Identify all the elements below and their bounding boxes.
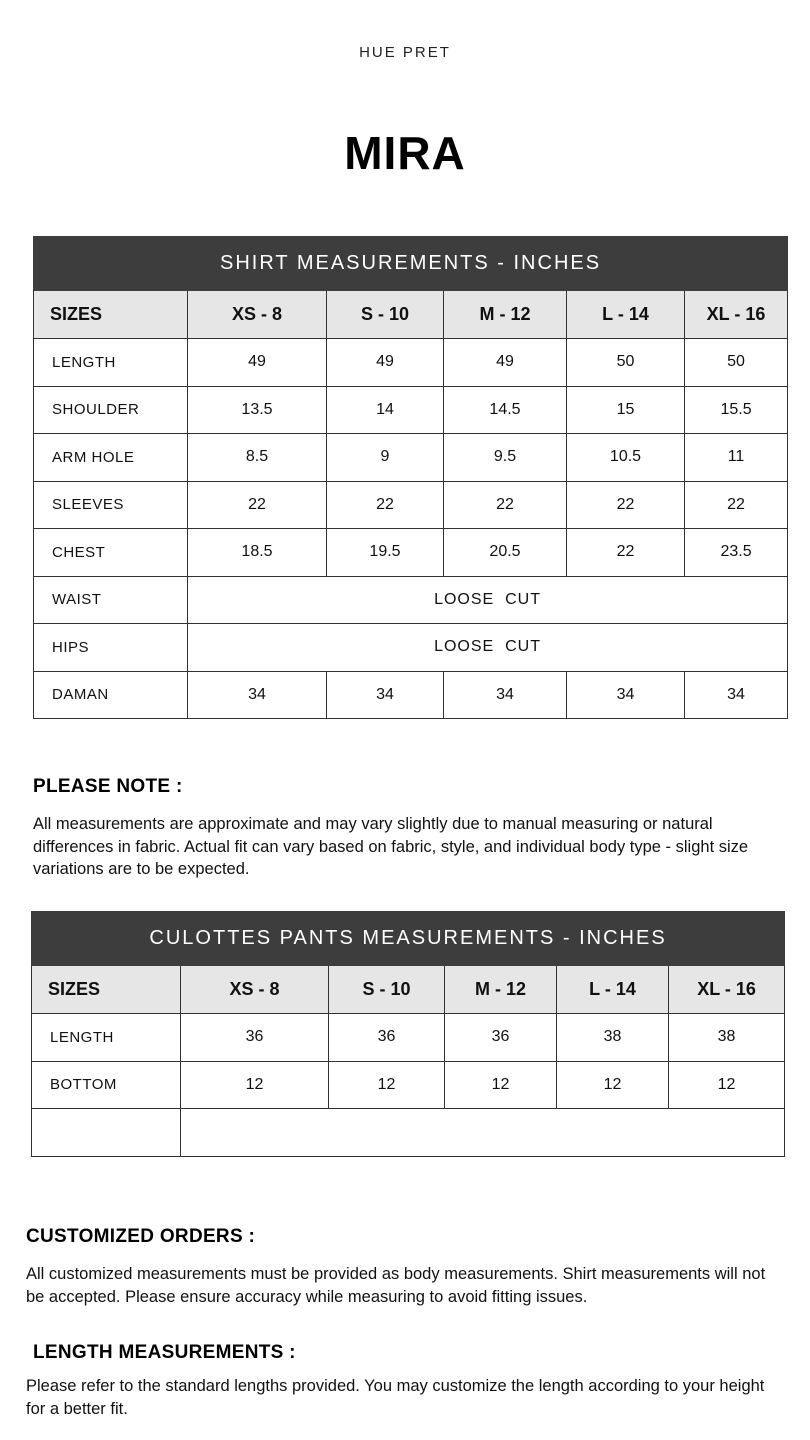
measurement-value: 36 [445, 1014, 557, 1062]
measurement-row [34, 671, 788, 719]
length-measurements-text: Please refer to the standard lengths provided. You may customize the length according to your height for a better fit. [26, 1377, 765, 1418]
size-header: L - 14 [567, 291, 685, 339]
shirt-size-header-row [34, 291, 788, 339]
length-measurements-heading: LENGTH MEASUREMENTS : [33, 1342, 296, 1363]
measurement-value: 34 [188, 671, 327, 719]
size-header: XS - 8 [181, 966, 329, 1014]
measurement-value: 50 [685, 339, 788, 387]
size-header: M - 12 [444, 291, 567, 339]
measurement-value: 14.5 [444, 386, 567, 434]
measurement-label: HIPS [34, 624, 188, 672]
measurement-row [34, 339, 788, 387]
measurement-value: 23.5 [685, 529, 788, 577]
measurement-value: 36 [329, 1014, 445, 1062]
measurement-value: 22 [567, 481, 685, 529]
measurement-value: 20.5 [444, 529, 567, 577]
customized-orders-heading: CUSTOMIZED ORDERS : [26, 1226, 256, 1247]
measurement-value: 50 [567, 339, 685, 387]
customized-orders-text: All customized measurements must be provided as body measurements. Shirt measurements will not be accepted. Please ensure accuracy while measuring to avoid fitting issues. [26, 1265, 766, 1306]
measurement-value: 18.5 [188, 529, 327, 577]
measurement-value: 10.5 [567, 434, 685, 482]
measurement-value: 34 [327, 671, 444, 719]
measurement-value: 8.5 [188, 434, 327, 482]
size-header: XL - 16 [685, 291, 788, 339]
measurement-row [34, 386, 788, 434]
measurement-value: 22 [444, 481, 567, 529]
merged-value: LOOSE CUT [188, 576, 788, 624]
measurement-value: 34 [444, 671, 567, 719]
measurement-row [34, 434, 788, 482]
measurement-value: 13.5 [188, 386, 327, 434]
measurement-row [34, 624, 788, 672]
measurement-value: 12 [181, 1061, 329, 1109]
measurement-value: 19.5 [327, 529, 444, 577]
measurement-label: LENGTH [34, 339, 188, 387]
measurement-label: WAIST [34, 576, 188, 624]
measurement-value: 49 [327, 339, 444, 387]
merged-value [181, 1109, 785, 1157]
measurement-label: DAMAN [34, 671, 188, 719]
page-title: MIRA [344, 127, 466, 179]
measurement-value: 9.5 [444, 434, 567, 482]
measurement-value: 12 [445, 1061, 557, 1109]
shirt-measurements-table [33, 236, 788, 719]
measurement-value: 36 [181, 1014, 329, 1062]
measurement-value: 15 [567, 386, 685, 434]
measurement-label: BOTTOM [32, 1061, 181, 1109]
measurement-value: 22 [327, 481, 444, 529]
measurement-row [32, 1014, 785, 1062]
measurement-value: 12 [557, 1061, 669, 1109]
sizes-label: SIZES [34, 291, 188, 339]
measurement-value: 34 [685, 671, 788, 719]
shirt-table-heading: SHIRT MEASUREMENTS - INCHES [34, 237, 788, 291]
size-header: XL - 16 [669, 966, 785, 1014]
measurement-row [34, 481, 788, 529]
measurement-value: 22 [685, 481, 788, 529]
measurement-value: 9 [327, 434, 444, 482]
measurement-value: 38 [669, 1014, 785, 1062]
measurement-row [32, 1061, 785, 1109]
measurement-value: 14 [327, 386, 444, 434]
measurement-value: 22 [188, 481, 327, 529]
measurement-row [32, 1109, 785, 1157]
measurement-label: SHOULDER [34, 386, 188, 434]
please-note-text: All measurements are approximate and may vary slightly due to manual measuring or natural differences in fabric. Actual fit can vary based on fabric, style, and individual body type - slight size variations are to be expected. [33, 815, 749, 878]
measurement-value: 12 [669, 1061, 785, 1109]
measurement-label [32, 1109, 181, 1157]
merged-value: LOOSE CUT [188, 624, 788, 672]
size-header: S - 10 [327, 291, 444, 339]
pants-measurements-table [31, 911, 785, 1157]
measurement-value: 38 [557, 1014, 669, 1062]
measurement-row [34, 529, 788, 577]
measurement-value: 34 [567, 671, 685, 719]
measurement-label: LENGTH [32, 1014, 181, 1062]
please-note-heading: PLEASE NOTE : [33, 776, 183, 797]
measurement-value: 49 [188, 339, 327, 387]
measurement-value: 11 [685, 434, 788, 482]
size-header: L - 14 [557, 966, 669, 1014]
pants-size-header-row [32, 966, 785, 1014]
measurement-value: 12 [329, 1061, 445, 1109]
pants-table-heading: CULOTTES PANTS MEASUREMENTS - INCHES [32, 912, 785, 966]
size-header: S - 10 [329, 966, 445, 1014]
measurement-value: 49 [444, 339, 567, 387]
measurement-label: CHEST [34, 529, 188, 577]
measurement-label: ARM HOLE [34, 434, 188, 482]
size-header: XS - 8 [188, 291, 327, 339]
measurement-value: 15.5 [685, 386, 788, 434]
measurement-value: 22 [567, 529, 685, 577]
sizes-label: SIZES [32, 966, 181, 1014]
size-header: M - 12 [445, 966, 557, 1014]
measurement-label: SLEEVES [34, 481, 188, 529]
brand-name: HUE PRET [359, 44, 451, 61]
measurement-row [34, 576, 788, 624]
